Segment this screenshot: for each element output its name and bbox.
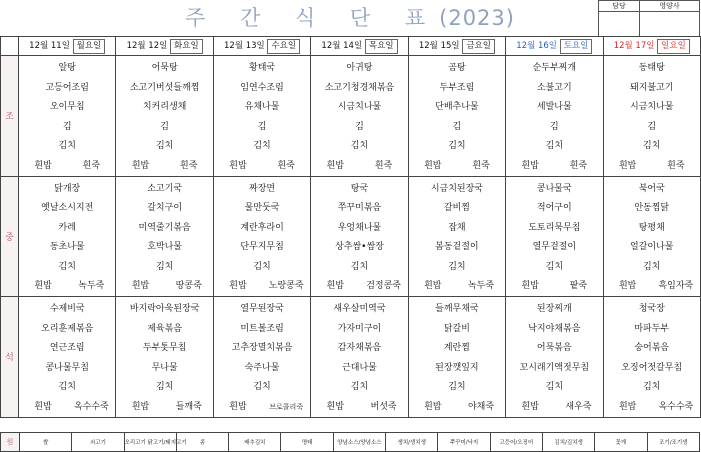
menu-item: 김 [549,121,559,132]
menu-item: 두부조림 [439,82,475,93]
rice-item: 흰밥 [229,160,247,171]
menu-item: 김 [257,121,267,132]
legend-cell: 명태 [281,433,333,452]
day-weekday: 화요일 [170,39,203,54]
menu-cell [506,176,603,297]
menu-item: 돼지불고기 [630,82,674,93]
rice-item: 흰밥 [229,401,247,412]
menu-item: 김 [647,121,657,132]
menu-item: 김치 [155,141,174,151]
day-header [603,37,700,56]
rice-item: 흰밥 [618,281,637,291]
menu-cell [603,176,700,297]
menu-item: 쭈꾸미볶음 [337,203,382,213]
legend-cell: 쌀 [20,433,72,452]
porridge-item: 흑임자죽 [658,281,694,291]
menu-item: 감자채볶음 [337,343,382,353]
rice-item: 흰밥 [326,160,345,171]
menu-item: 김 [355,121,364,132]
legend-cell: 쭈꾸미/낙지 [438,433,490,452]
menu-item: 봄동겉절이 [435,242,479,252]
porridge-item: 옥수수죽 [73,401,109,412]
menu-item: 황태국 [249,63,276,73]
menu-item: 낙지야채볶음 [528,323,581,334]
menu-cell [506,297,603,418]
menu-item: 근대나물 [342,362,377,373]
menu-item: 들깨무채국 [435,304,479,314]
legend-cell: 고등어/오징어 [490,433,542,452]
rice-item: 흰밥 [326,401,345,412]
menu-item: 김치 [545,261,564,272]
day-header [506,37,603,56]
menu-item: 가자미구이 [337,323,382,334]
porridge-item: 흰죽 [472,160,490,171]
menu-item: 수제비국 [49,304,85,314]
menu-item: 호박나물 [147,242,183,252]
legend-cell: 꽃게 [595,433,647,452]
day-header [311,37,408,56]
menu-item: 시금치나물 [337,102,382,112]
meal-label: 석 [1,297,19,418]
menu-item: 김치 [643,261,661,272]
menu-item: 꼬시래기액젓무침 [519,362,590,373]
rice-item: 흰밥 [424,401,442,412]
day-date: 12월 17일 [613,40,655,51]
title-year: (2023) [439,6,515,30]
menu-item: 동태탕 [638,63,665,73]
menu-cell [116,176,213,297]
menu-item: 얼갈이나물 [630,242,674,252]
approval-sign-staff [599,12,640,37]
legend-cell: 쇠고기 [72,433,124,452]
menu-item: 김치 [253,382,271,392]
menu-item: 탕국 [350,183,369,194]
menu-item: 김치 [643,382,661,392]
menu-item: 알탕 [58,63,76,73]
meal-row [1,56,701,177]
menu-item: 김치 [155,261,174,272]
menu-item: 잡채 [448,222,466,233]
menu-item: 김치 [253,261,271,272]
menu-cell [213,297,310,418]
menu-item: 김치 [58,141,76,151]
menu-item: 오리훈제볶음 [41,323,94,334]
day-header [19,37,116,56]
rice-item: 흰밥 [131,160,150,171]
porridge-item: 녹두죽 [78,281,105,291]
menu-item: 계란후라이 [240,222,284,233]
menu-item: 도토리묵무침 [528,222,581,233]
menu-item: 곰탕 [448,63,466,73]
day-header [408,37,505,56]
menu-item: 시금치된장국 [430,183,483,194]
menu-item: 두부톳무침 [142,343,187,353]
menu-item: 바지락아욱된장국 [129,304,200,314]
day-weekday: 목요일 [365,39,398,54]
day-weekday: 금요일 [462,39,495,54]
menu-item: 시금치나물 [630,102,674,112]
menu-item: 김 [160,121,169,132]
menu-item: 미트볼조림 [240,323,284,334]
rice-item: 흰밥 [131,281,150,291]
porridge-item: 들깨죽 [175,401,202,412]
menu-item: 김치 [545,141,564,151]
porridge-item: 흰죽 [667,160,685,171]
menu-item: 세발나물 [536,102,572,112]
menu-cell [408,56,505,177]
menu-item: 김치 [643,141,661,151]
menu-item: 오징어젓갈무침 [621,362,683,373]
rice-item: 흰밥 [34,160,52,171]
menu-item: 안동찜닭 [634,203,670,213]
day-date: 12월 11일 [29,40,70,51]
menu-item: 소고기국 [147,183,183,194]
day-date: 12월 14일 [321,40,363,51]
menu-item: 임연수조림 [240,82,284,93]
menu-item: 김치 [350,382,369,392]
rice-item: 흰밥 [34,401,52,412]
day-date: 12월 13일 [224,40,265,51]
day-header [213,37,310,56]
menu-cell [408,297,505,418]
menu-item: 열무겉절이 [532,242,577,252]
menu-item: 소불고기 [536,82,572,93]
menu-cell [408,176,505,297]
menu-item: 제육볶음 [147,323,183,334]
legend-cell: 생치/생치생 [386,433,438,452]
meal-row [1,176,701,297]
menu-item: 김치 [350,261,369,272]
menu-item: 갈비찜 [443,203,470,213]
rice-item: 흰밥 [424,281,442,291]
menu-item: 닭개장 [54,183,81,194]
menu-item: 연근조림 [49,343,85,353]
day-weekday: 토요일 [560,39,593,54]
rice-item: 흰밥 [521,281,539,291]
menu-cell [19,297,116,418]
menu-item: 된장깻잎지 [435,362,479,373]
porridge-item: 흰죽 [82,160,101,171]
day-weekday: 일요일 [657,39,690,54]
porridge-item: 흰죽 [277,160,295,171]
menu-item: 숙주나물 [244,362,280,373]
menu-item: 아귀탕 [346,63,373,73]
menu-cell [19,176,116,297]
menu-item: 김 [452,121,462,132]
legend-cell: 양념소스/양념소스 [333,433,385,452]
menu-item: 숭어볶음 [634,343,670,353]
day-header [116,37,213,56]
porridge-item: 녹두죽 [467,281,495,291]
menu-cell [213,56,310,177]
menu-item: 어묵볶음 [536,343,572,353]
menu-item: 콩나물무침 [45,362,89,373]
menu-item: 소고기청경채볶음 [324,82,395,93]
menu-item: 어묵탕 [151,63,178,73]
day-weekday: 수요일 [267,39,300,54]
menu-item: 단무지무침 [240,242,284,252]
menu-cell [506,56,603,177]
menu-cell [19,56,116,177]
menu-item: 김치 [155,382,174,392]
menu-item: 우엉채나물 [337,222,382,233]
title-text: 주 간 식 단 표 [185,6,440,30]
menu-item: 치커리생채 [142,102,187,112]
menu-item: 김치 [253,141,271,151]
rice-item: 흰밥 [521,401,539,412]
menu-item: 동초나물 [49,242,85,252]
menu-item: 순두부찌개 [532,63,577,73]
porridge-item: 옥수수죽 [658,401,694,412]
porridge-item: 버섯죽 [370,401,397,412]
approval-sign-nutritionist [639,12,699,37]
menu-cell [311,297,408,418]
page-title [185,2,515,32]
approval-label-staff: 담당 [599,1,640,12]
menu-table [0,36,701,418]
approval-box [598,0,700,37]
menu-item: 소고기버섯들깨찜 [129,82,200,93]
menu-item: 닭갈비 [443,323,470,334]
menu-item: 콩나물국 [536,183,572,194]
porridge-item: 흰죽 [569,160,588,171]
legend-cell: 콩 [176,433,228,452]
porridge-item: 검정콩죽 [366,281,401,291]
menu-cell [311,176,408,297]
menu-item: 미역줄기볶음 [138,222,191,233]
menu-item: 짜장면 [249,183,276,194]
rice-item: 흰밥 [229,281,247,291]
menu-item: 계란찜 [443,343,470,353]
menu-cell [603,297,700,418]
rice-item: 흰밥 [326,281,345,291]
legend-cell: 김치/김치생 [542,433,594,452]
day-date: 12월 12일 [126,40,168,51]
rice-item: 흰밥 [34,281,52,291]
header-corner [1,37,19,56]
menu-item: 물만둣국 [244,203,280,213]
menu-item: 된장찌개 [536,304,572,314]
menu-item: 오이무침 [49,102,85,112]
menu-cell [311,56,408,177]
menu-item: 옛날소시지전 [41,203,94,213]
meal-label: 조 [1,56,19,177]
day-weekday: 월요일 [73,39,106,54]
menu-item: 북어국 [638,183,665,194]
menu-item: 탕평채 [638,222,665,233]
menu-item: 김 [62,121,72,132]
rice-item: 흰밥 [131,401,150,412]
menu-item: 열무된장국 [240,304,284,314]
porridge-item: 흰죽 [180,160,198,171]
porridge-item: 야채죽 [467,401,495,412]
rice-item: 흰밥 [521,160,539,171]
rice-item: 흰밥 [618,401,637,412]
menu-item: 새우살미역국 [333,304,386,314]
menu-item: 카레 [58,222,76,233]
menu-item: 김치 [545,382,564,392]
menu-item: 김치 [448,141,466,151]
porridge-item: 흰죽 [374,160,393,171]
menu-item: 유채나물 [244,102,280,112]
menu-item: 갈치구이 [147,203,183,213]
menu-item: 단배추나물 [435,102,479,112]
rice-item: 흰밥 [424,160,442,171]
menu-cell [213,176,310,297]
porridge-item: 새우죽 [565,401,592,412]
day-date: 12월 16일 [516,40,558,51]
porridge-item: 땅콩죽 [175,281,202,291]
menu-item: 적어구이 [536,203,572,213]
approval-label-nutritionist: 영양사 [639,1,699,12]
menu-item: 김치 [448,382,466,392]
legend-cell: 조기/조기생 [647,433,699,452]
porridge-item: 노랑콩죽 [268,281,304,291]
menu-item: 상추쌈•쌈장 [335,242,384,252]
menu-item: 고등어조림 [45,82,89,93]
legend-cell: 배추김치 [229,433,281,452]
meal-label: 중 [1,176,19,297]
menu-cell [116,297,213,418]
porridge-item: 브로콜리죽 [269,402,304,411]
rice-item: 흰밥 [618,160,637,171]
menu-cell [603,56,700,177]
day-date: 12월 15일 [418,40,460,51]
porridge-item: 팥죽 [569,281,588,291]
menu-item: 고추장멸치볶음 [231,343,293,353]
menu-item: 김치 [350,141,369,151]
menu-item: 마파두부 [634,323,670,334]
legend-side-label: 원 [1,433,20,452]
menu-item: 무나물 [151,362,178,373]
menu-cell [116,56,213,177]
menu-item: 김치 [58,261,76,272]
menu-item: 김치 [448,261,466,272]
menu-item: 청국장 [638,304,665,314]
meal-row [1,297,701,418]
menu-item: 김치 [58,382,76,392]
legend-cell: 오리고기 닭고기/돼지고기 [124,433,176,452]
origin-legend-table [0,432,700,452]
